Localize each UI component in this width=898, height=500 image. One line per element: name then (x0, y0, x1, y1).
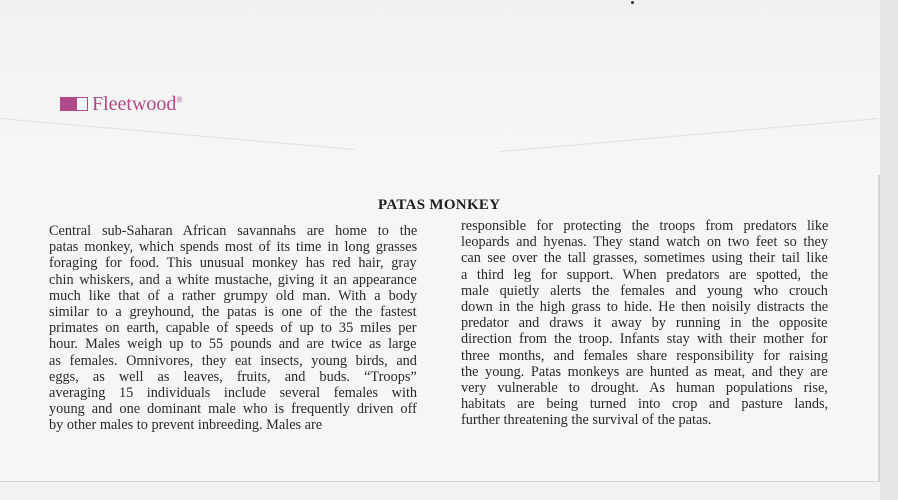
text-line: averaging 15 individuals include several females with (49, 385, 418, 402)
logo-text: Fleetwood® (92, 93, 183, 115)
text-line: much like that of a rather grumpy old man. With a body (49, 287, 418, 304)
envelope-bottom-edge (0, 481, 880, 500)
text-line: by other males to prevent inbreeding. Males are (49, 417, 323, 434)
text-line: similar to a greyhound, the patas is one of the the fastest (49, 304, 417, 321)
text-line: the young. Patas monkeys are hunted as meat, and they are (461, 363, 828, 380)
envelope-flap (0, 0, 880, 175)
text-line: further threatening the survival of the patas. (461, 412, 712, 429)
text-line: young and one dominant male who is frequently driven off (49, 401, 417, 418)
text-line: male quietly alerts the females and young who crouch (461, 282, 828, 299)
text-line: responsible for protecting the troops from predators like (461, 218, 829, 234)
text-line: leopards and hyenas. They stand watch on two feet so they (461, 234, 829, 251)
text-line: predator and draws it away by running in the opposite (461, 315, 828, 332)
ink-speck (631, 1, 634, 4)
scan-background-strip (880, 0, 898, 500)
text-line: patas monkey, which spends most of its time in long grasses (49, 239, 418, 256)
text-column-right (461, 218, 828, 429)
text-line: chin whiskers, and a white mustache, giving it an appearance (49, 271, 417, 288)
logo-mark-icon (60, 97, 88, 111)
text-line: can see over the tall grasses, sometimes using their tail like (461, 250, 828, 267)
fleetwood-logo (60, 94, 183, 114)
text-line: habitats are being turned into crop and pasture lands, (461, 396, 829, 413)
text-line: eggs, as well as leaves, fruits, and buds. “Troops” (49, 368, 417, 385)
text-line: down in the high grass to hide. He then noisily distracts the (461, 299, 829, 316)
text-line: primates on earth, capable of speeds of up to 35 miles per (49, 320, 417, 337)
text-line: direction from the troop. Infants stay with their mother for (461, 331, 828, 348)
text-line: Central sub-Saharan African savannahs are home to the (49, 223, 418, 239)
text-line: as females. Omnivores, they eat insects, young birds, and (49, 352, 417, 369)
text-line: foraging for food. This unusual monkey has red hair, gray (49, 255, 417, 272)
text-line: very vulnerable to drought. As human populations rise, (461, 380, 828, 397)
text-line: three months, and females share responsibility for raising (461, 347, 828, 364)
text-line: a third leg for support. When predators are spotted, the (461, 266, 828, 283)
text-line: hour. Males weigh up to 55 pounds and are twice as large (49, 336, 417, 353)
document-title: PATAS MONKEY (378, 197, 501, 213)
text-column-left (49, 223, 417, 434)
